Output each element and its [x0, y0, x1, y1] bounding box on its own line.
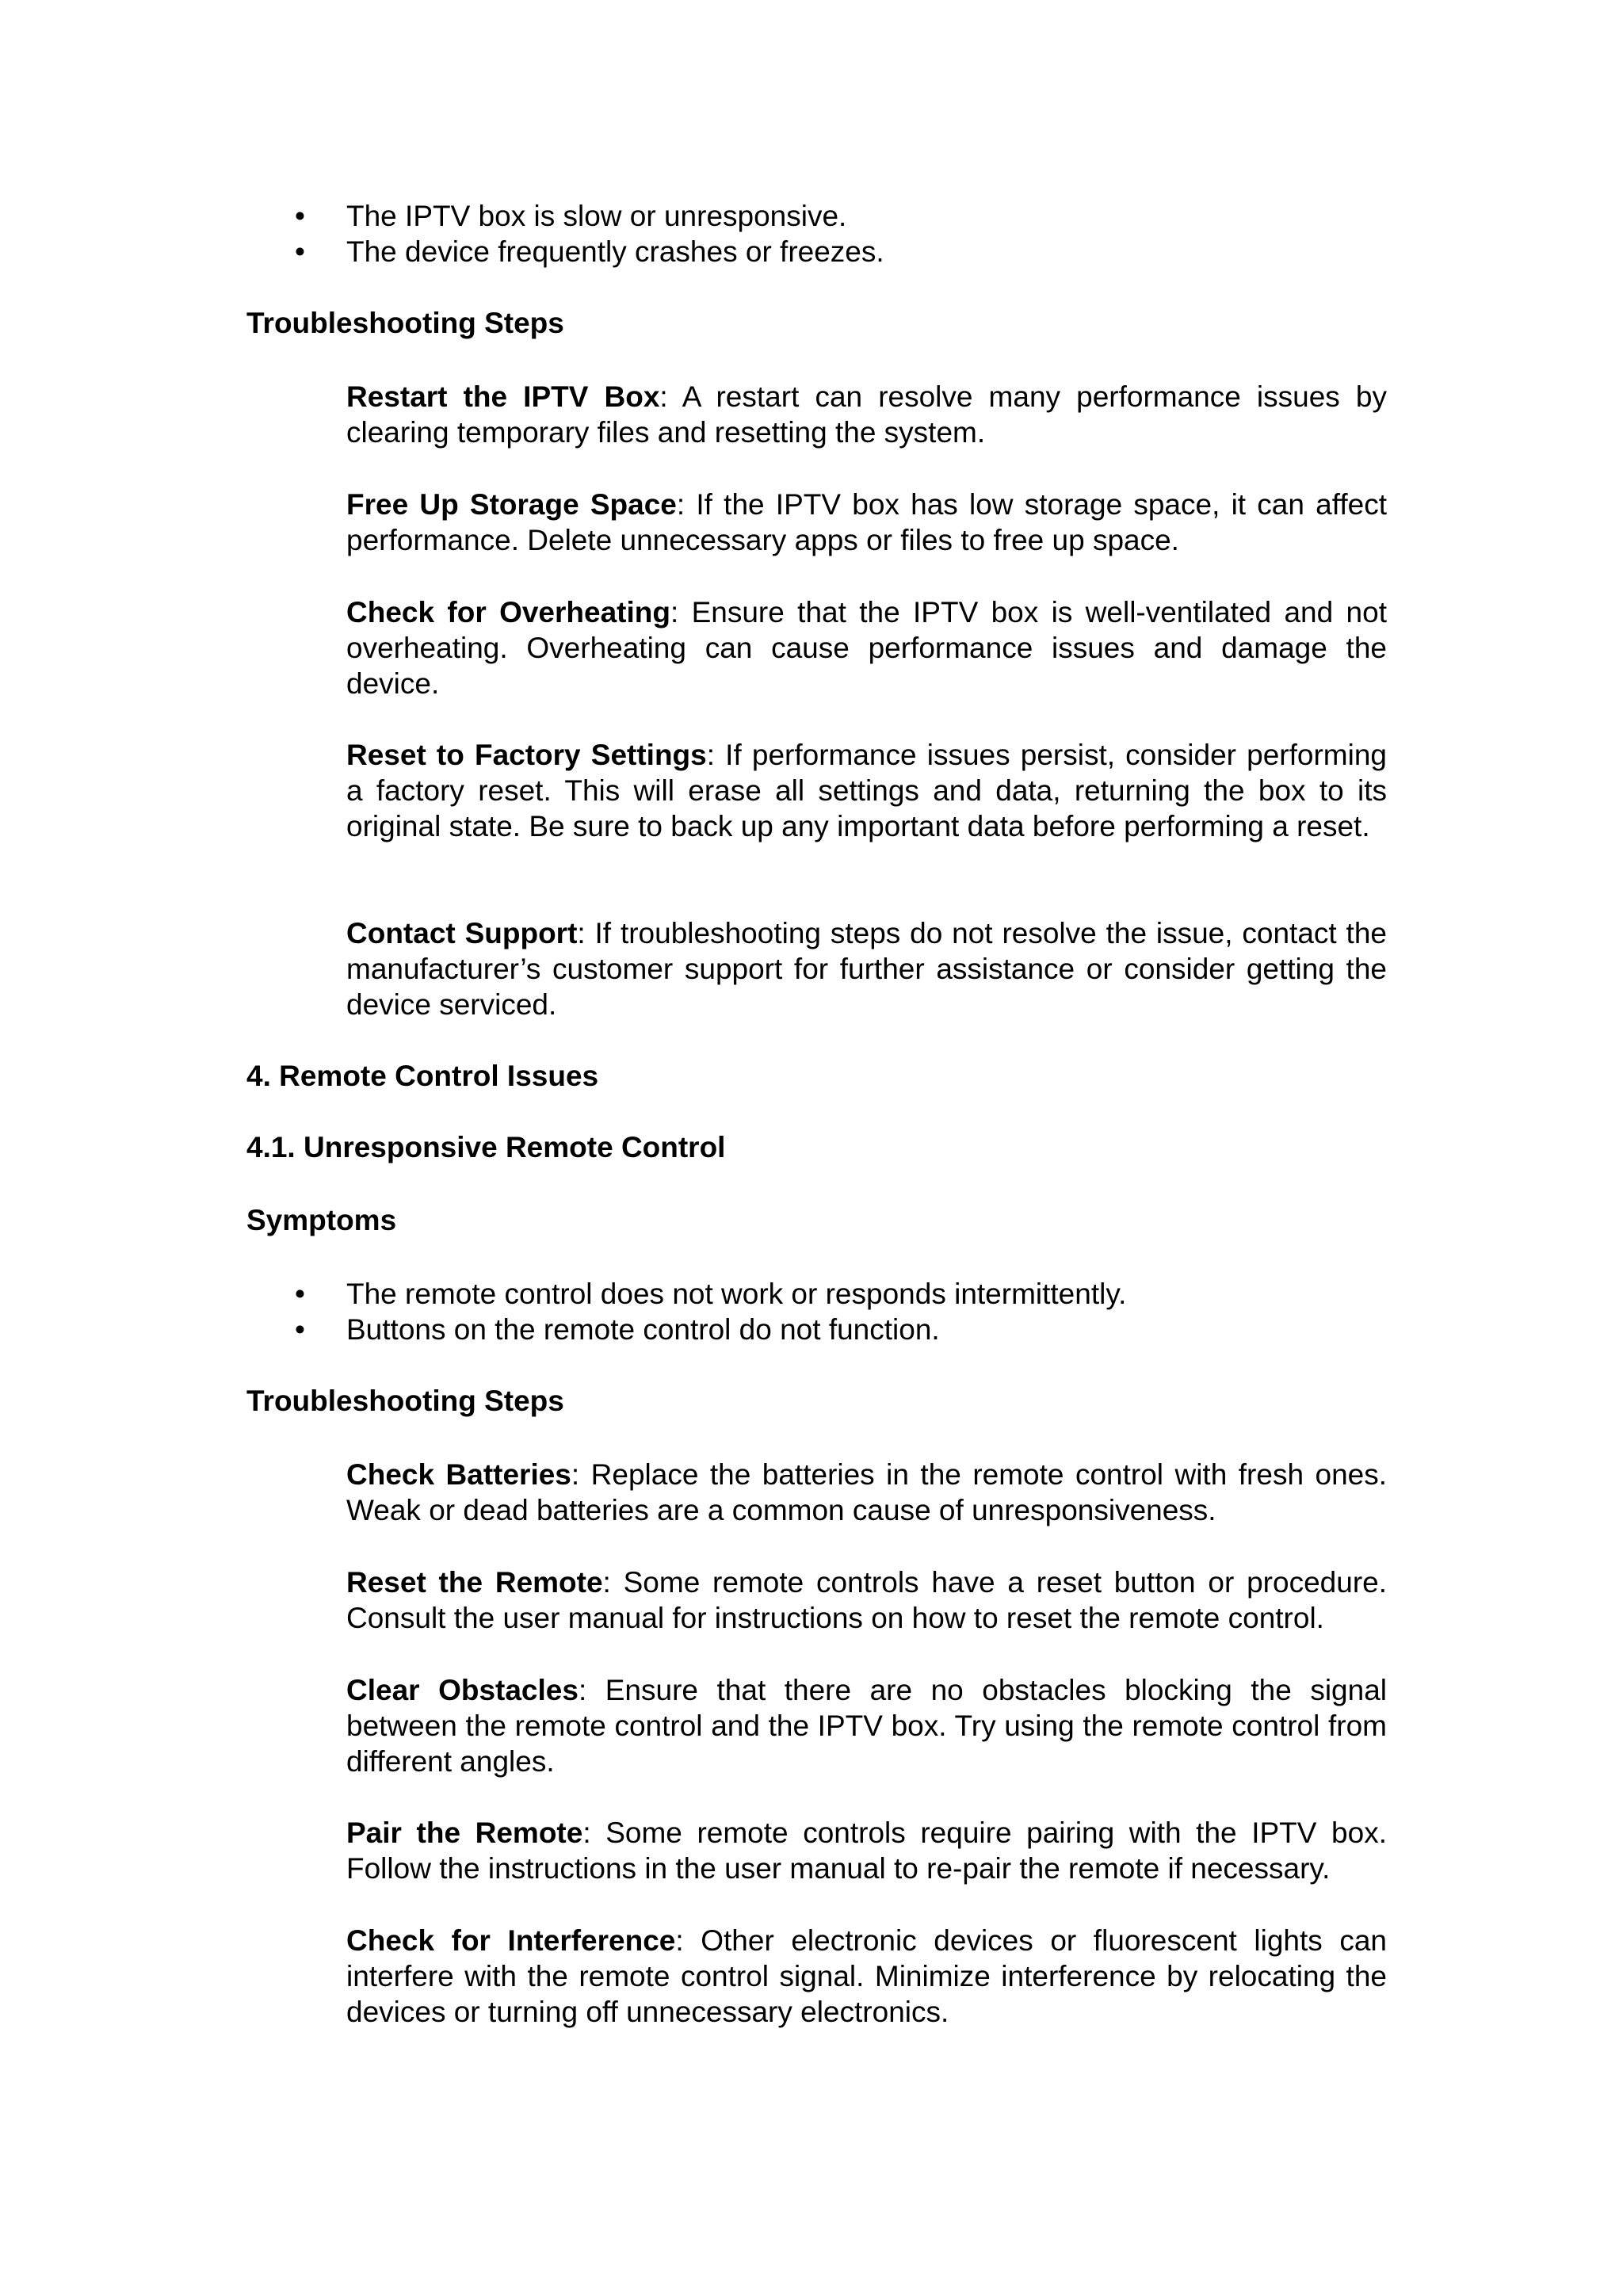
step-paragraph — [346, 1564, 1387, 1636]
bullet-item: Buttons on the remote control do not function. — [346, 1313, 940, 1346]
step-term: Check for Interference — [346, 1924, 676, 1957]
bullet-item: The device frequently crashes or freezes. — [346, 235, 884, 268]
bullet-marker: • — [295, 235, 305, 268]
section-heading: Troubleshooting Steps — [246, 1385, 564, 1417]
step-term: Contact Support — [346, 917, 578, 949]
bullet-marker: • — [295, 200, 305, 232]
step-term: Reset the Remote — [346, 1566, 603, 1599]
step-text: : Ensure that the IPTV box is well-ventilated and not overheating. Overheating can cause performance issues and damage the device. — [346, 596, 1387, 700]
step-text: : If performance issues persist, consider performing a factory reset. This will erase all settings and data, returning the box to its original state. Be sure to back up any important data before performing a reset. — [346, 739, 1387, 842]
step-paragraph — [346, 1672, 1387, 1779]
bullet-item: The remote control does not work or responds intermittently. — [346, 1278, 1127, 1310]
step-text: : Some remote controls have a reset button or procedure. Consult the user manual for instructions on how to reset the remote control. — [346, 1566, 1387, 1634]
step-term: Free Up Storage Space — [346, 488, 677, 521]
step-paragraph — [346, 1923, 1387, 2030]
step-paragraph — [346, 737, 1387, 844]
step-text: : Replace the batteries in the remote control with fresh ones. Weak or dead batteries are a common cause of unresponsiveness. — [346, 1458, 1388, 1526]
step-term: Clear Obstacles — [346, 1674, 579, 1706]
step-text: : If troubleshooting steps do not resolve the issue, contact the manufacturer’s customer support for further assistance or consider getting the device serviced. — [346, 917, 1387, 1021]
step-paragraph — [346, 487, 1387, 558]
bullet-marker: • — [295, 1313, 305, 1346]
step-paragraph — [346, 594, 1387, 701]
section-heading: Troubleshooting Steps — [246, 307, 564, 339]
step-paragraph — [346, 915, 1387, 1022]
bullet-item: The IPTV box is slow or unresponsive. — [346, 200, 847, 232]
bullet-marker: • — [295, 1278, 305, 1310]
step-text: : A restart can resolve many performance issues by clearing temporary files and resetting the system. — [346, 380, 1387, 449]
step-text: : Other electronic devices or fluorescent lights can interfere with the remote control signal. Minimize interference by relocating the devices or turning off unnecessary electronics. — [346, 1924, 1387, 2028]
step-text: : If the IPTV box has low storage space, it can affect performance. Delete unnecessary apps or files to free up space. — [346, 488, 1387, 556]
step-text: : Some remote controls require pairing with the IPTV box. Follow the instructions in the user manual to re-pair the remote if necessary. — [346, 1817, 1387, 1885]
section-title: 4. Remote Control Issues — [246, 1060, 599, 1092]
step-text: : Ensure that there are no obstacles blocking the signal between the remote control and the IPTV box. Try using the remote control from different angles. — [346, 1674, 1387, 1778]
step-paragraph — [346, 1457, 1387, 1528]
step-term: Pair the Remote — [346, 1817, 583, 1849]
step-term: Reset to Factory Settings — [346, 739, 707, 771]
step-paragraph — [346, 379, 1387, 450]
step-term: Check Batteries — [346, 1458, 571, 1491]
step-term: Restart the IPTV Box — [346, 380, 660, 413]
step-paragraph — [346, 1815, 1387, 1886]
subsection-title: 4.1. Unresponsive Remote Control — [246, 1131, 726, 1163]
symptoms-heading: Symptoms — [246, 1204, 397, 1236]
step-term: Check for Overheating — [346, 596, 670, 628]
